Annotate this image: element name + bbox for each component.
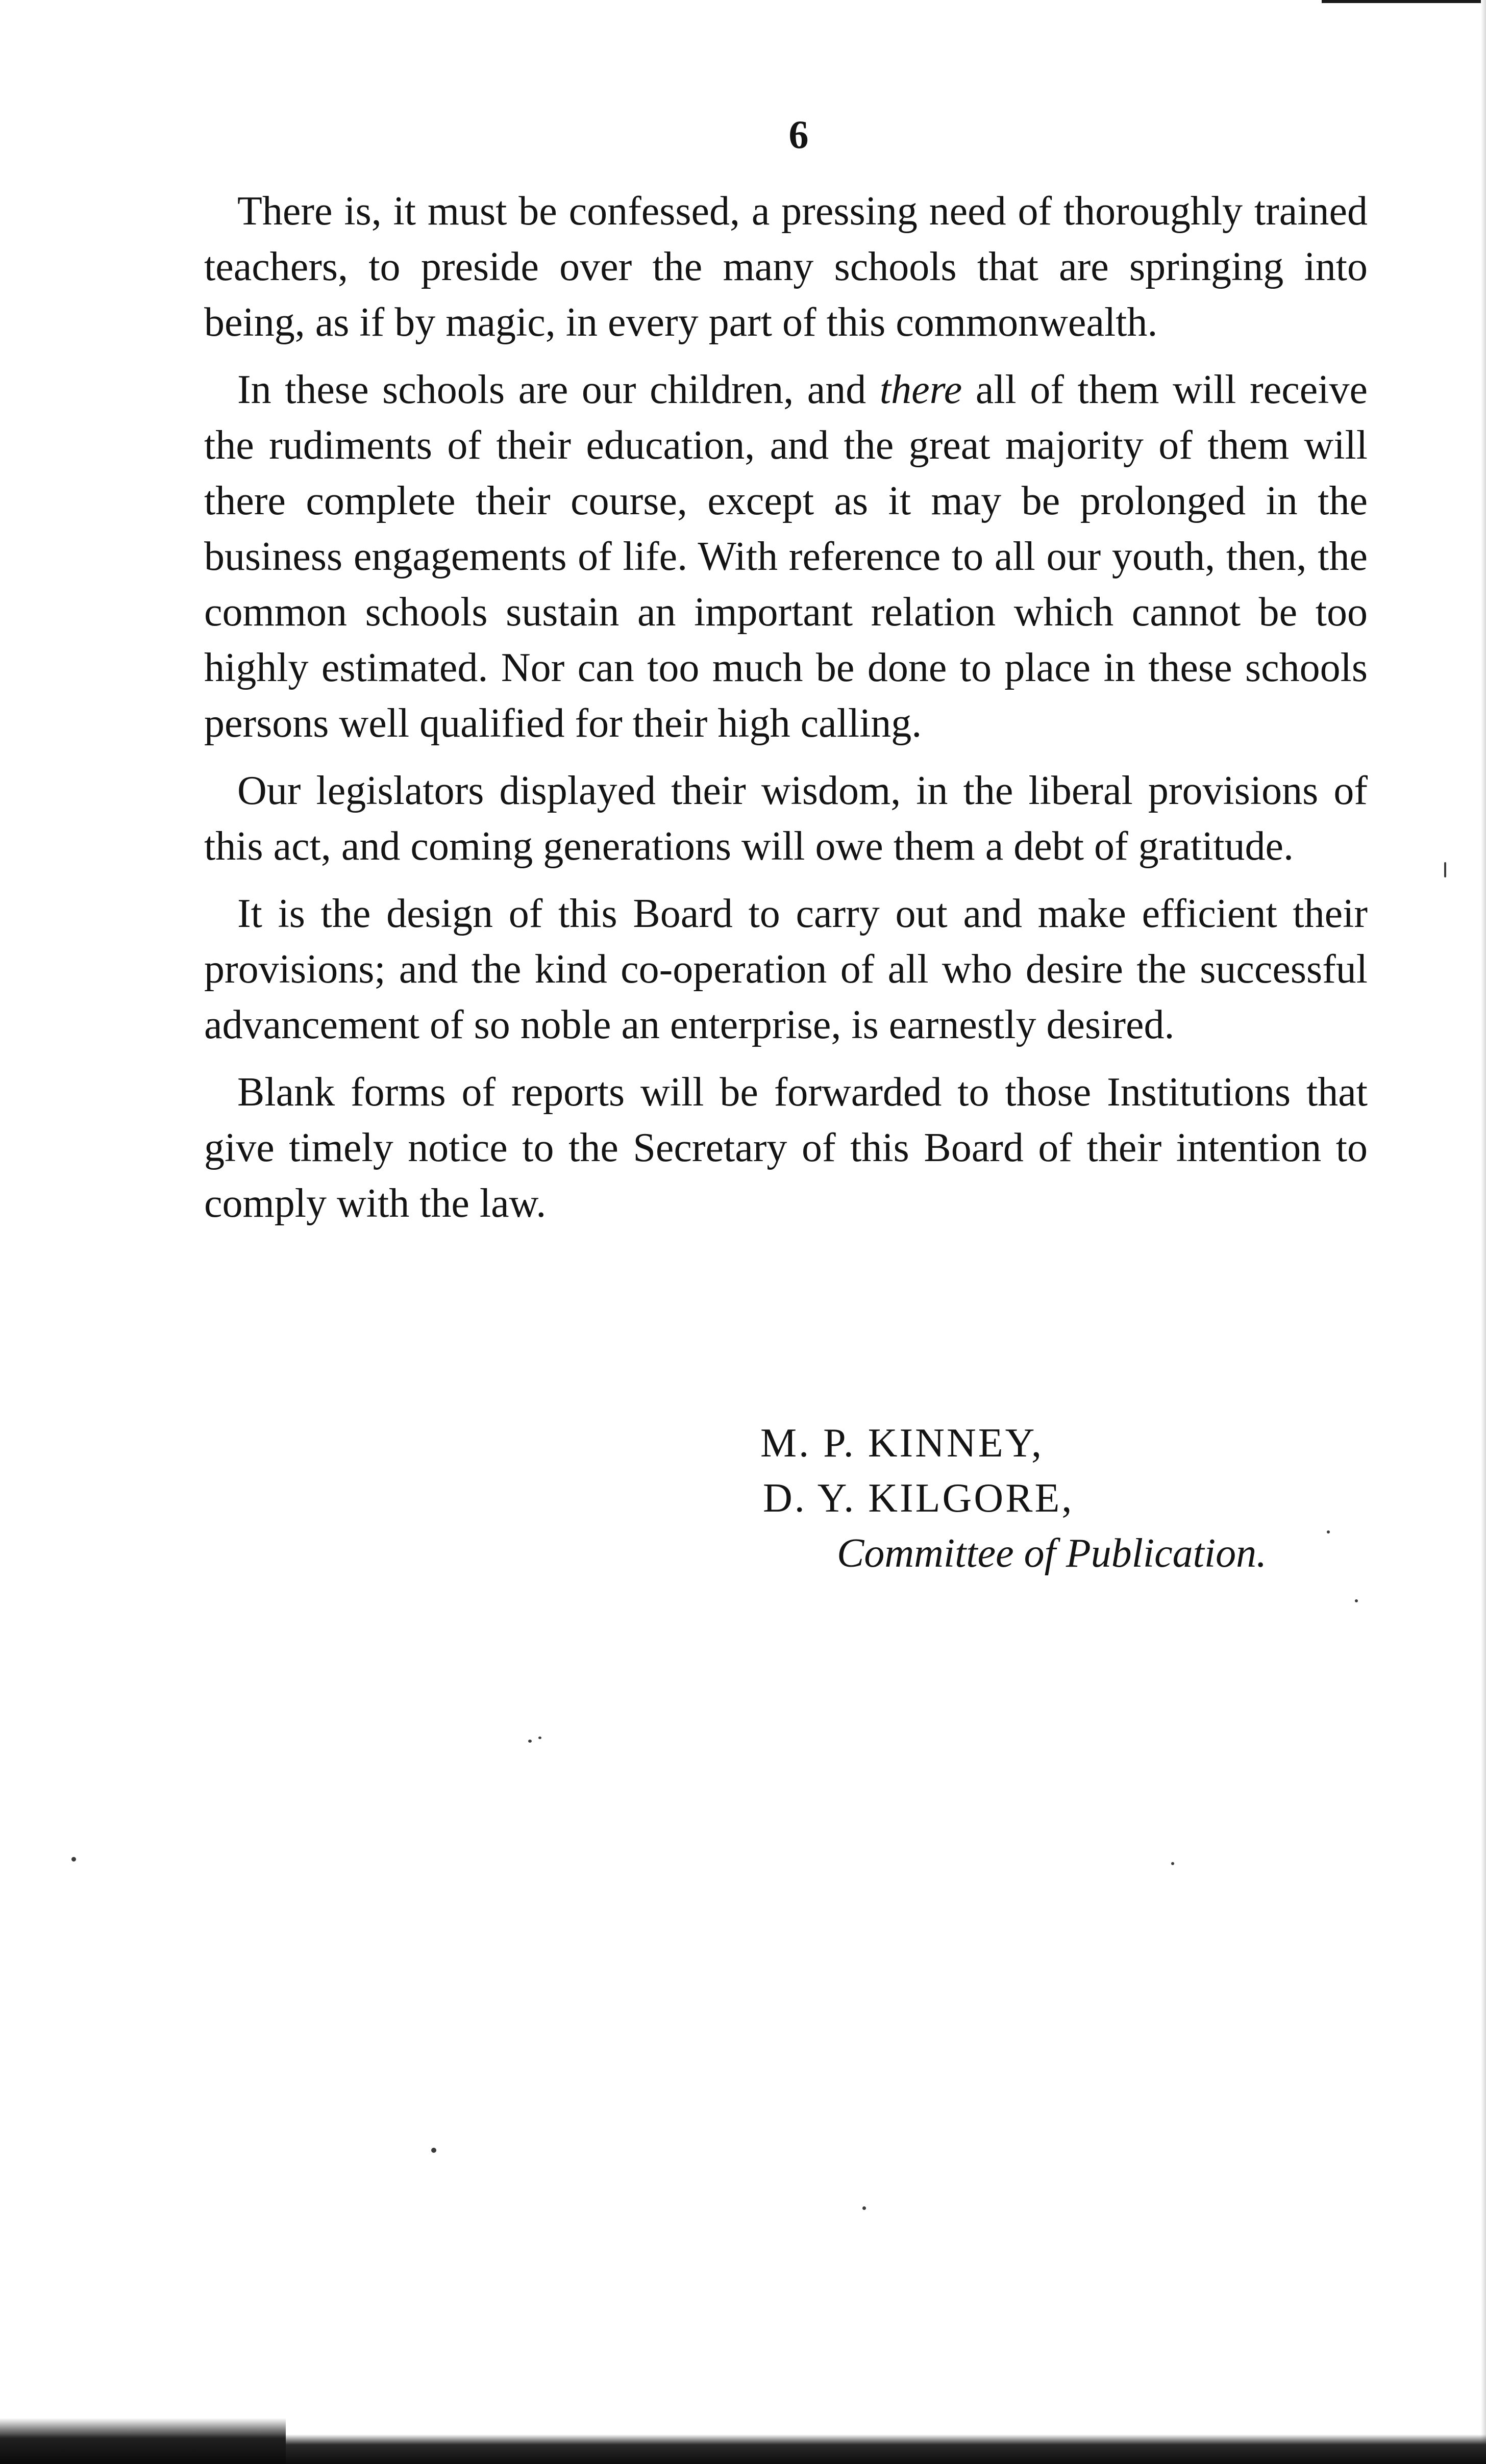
print-speck (862, 2206, 866, 2210)
paragraph-text: It is the design of this Board to carry out and make efficient their provisions; and the kind co-operation of all who desire the successful advancement of so noble an enterprise, is earnestly desired. (204, 891, 1368, 1047)
print-speck (1444, 862, 1446, 877)
document-body (204, 184, 1368, 1243)
paragraph-board-design (204, 886, 1368, 1053)
page-bottom-edge-shadow (0, 2418, 286, 2464)
paragraph-text: all of them will receive the rudiments of their education, and the great majority of them will there complete their course, except as it may be prolonged in the business engagements of life. With reference to all our youth, then, the common schools sustain an important relation which cannot be too highly estimated. Nor can too much be done to place in these schools persons well qualified for their high calling. (204, 367, 1368, 746)
signature-block (760, 1416, 1373, 1581)
print-speck (431, 2148, 436, 2153)
paragraph-schools-children (204, 362, 1368, 751)
paragraph-text: Blank forms of reports will be forwarded to those Institutions that give timely notice to the Secretary of this Board of their intention to comply with the law. (204, 1070, 1368, 1226)
page-number: 6 (788, 112, 809, 157)
signature-kinney: M. P. KINNEY, (760, 1421, 1044, 1466)
paragraph-text: In these schools are our children, and (237, 367, 880, 412)
print-speck (71, 1857, 76, 1862)
paragraph-legislators (204, 763, 1368, 874)
print-speck (528, 1740, 532, 1743)
committee-title: Committee of Publication. (837, 1531, 1267, 1576)
print-speck (1171, 1862, 1174, 1865)
page-right-edge (1481, 0, 1486, 2464)
paragraph-teachers-need (204, 184, 1368, 350)
paragraph-blank-forms (204, 1065, 1368, 1231)
emphasized-word: there (879, 367, 962, 412)
print-speck (1327, 1530, 1330, 1533)
print-speck (538, 1737, 541, 1739)
paragraph-text: There is, it must be confessed, a pressing need of thoroughly trained teachers, to preside over the many schools that are springing into being, as if by magic, in every part of this commonwealth. (204, 189, 1368, 345)
print-speck (1355, 1599, 1358, 1602)
paragraph-text: Our legislators displayed their wisdom, in the liberal provisions of this act, and coming generations will owe them a debt of gratitude. (204, 768, 1368, 869)
top-edge-rule (1322, 0, 1486, 3)
signature-kilgore: D. Y. KILGORE, (763, 1476, 1074, 1521)
